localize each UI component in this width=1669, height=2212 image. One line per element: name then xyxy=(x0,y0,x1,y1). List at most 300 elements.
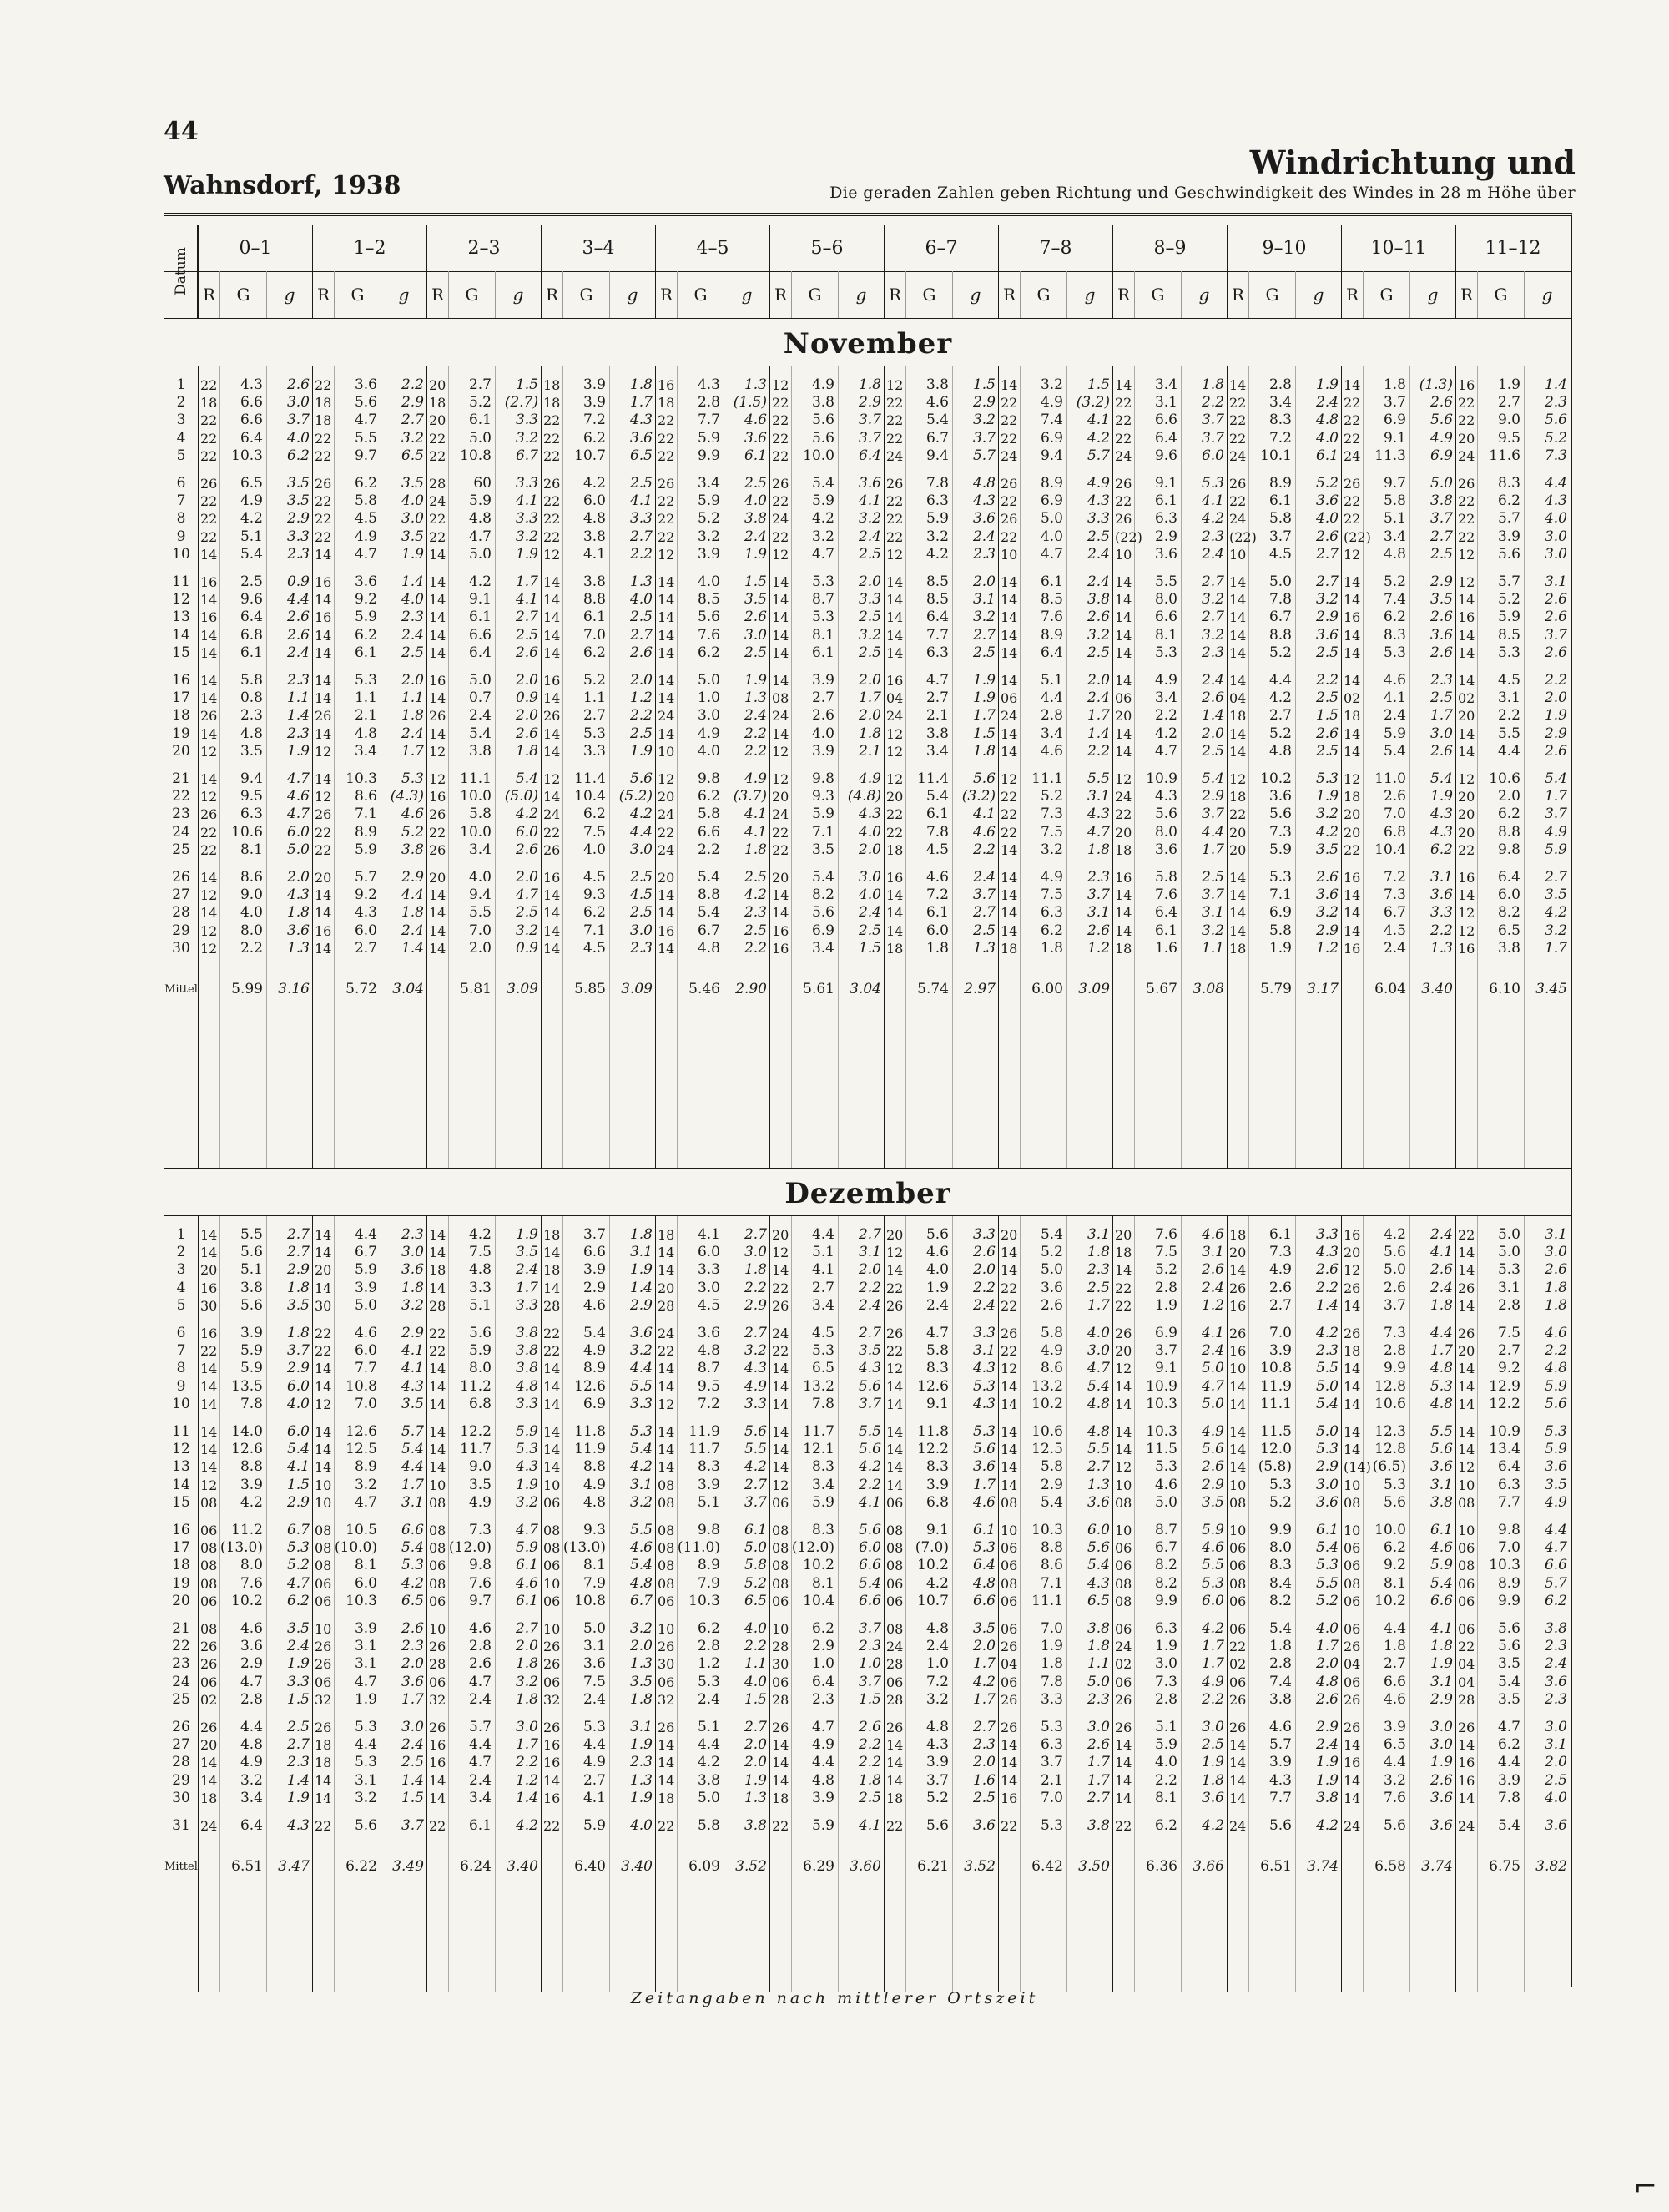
wind-speed-mean: 5.5 xyxy=(1087,770,1110,787)
wind-speed-max: 5.7 xyxy=(468,1719,492,1735)
sub-header-g-upper: G xyxy=(1248,271,1295,318)
wind-direction: 16 xyxy=(315,922,332,939)
wind-speed-max: (6.5) xyxy=(1372,1458,1406,1476)
wind-speed-max: 4.3 xyxy=(697,376,720,393)
wind-speed-mean: 6.7 xyxy=(629,1592,653,1609)
wind-speed-mean: 2.3 xyxy=(972,1736,996,1754)
wind-direction: 14 xyxy=(1458,627,1475,644)
wind-speed-mean: 2.7 xyxy=(744,1226,767,1243)
wind-speed-mean: 1.5 xyxy=(744,573,767,590)
wind-speed-max: 9.5 xyxy=(240,788,263,806)
wind-speed-mean: 2.6 xyxy=(286,626,310,644)
wind-direction: 04 xyxy=(886,690,904,707)
wind-speed-mean: 3.0 xyxy=(744,626,767,644)
wind-speed-mean: 5.0 xyxy=(1429,475,1453,492)
wind-speed-max: 6.2 xyxy=(1383,1539,1406,1557)
wind-direction: 12 xyxy=(772,1477,789,1493)
wind-speed-mean: 1.9 xyxy=(1429,1655,1453,1673)
wind-speed-max: 11.7 xyxy=(688,1441,720,1458)
wind-speed-mean: 4.5 xyxy=(629,886,653,904)
sub-header-g-lower: g xyxy=(381,271,426,318)
sub-header-r: R xyxy=(312,271,334,318)
wind-speed-max: 4.9 xyxy=(582,1476,606,1493)
wind-speed-mean: 4.7 xyxy=(515,1522,538,1538)
table-row xyxy=(164,1325,1570,1342)
wind-speed-mean: 3.1 xyxy=(972,1342,996,1360)
wind-speed-mean: 1.7 xyxy=(401,742,424,760)
wind-speed-mean: 3.2 xyxy=(858,626,881,644)
wind-speed-max: 6.2 xyxy=(697,788,720,806)
wind-speed-mean: 3.7 xyxy=(858,429,881,447)
wind-direction: 24 xyxy=(1229,447,1247,464)
wind-speed-mean: 2.5 xyxy=(1201,742,1224,760)
wind-speed-mean: 3.0 xyxy=(515,1719,538,1735)
wind-direction: 06 xyxy=(1229,1540,1247,1557)
wind-speed-mean: 1.9 xyxy=(286,1655,310,1673)
wind-speed-mean: 2.6 xyxy=(1429,394,1453,412)
wind-speed-max: 10.3 xyxy=(1146,1395,1177,1412)
wind-speed-mean: 3.6 xyxy=(1544,1458,1567,1476)
wind-speed-max: 10.9 xyxy=(1146,1377,1177,1395)
wind-speed-mean: 4.2 xyxy=(1544,904,1567,922)
wind-direction: 10 xyxy=(315,1494,332,1511)
wind-direction: 12 xyxy=(772,771,789,787)
wind-speed-max: 6.1 xyxy=(468,609,492,626)
wind-direction: 22 xyxy=(429,447,446,464)
wind-speed-max: 4.8 xyxy=(582,510,606,528)
wind-direction: 22 xyxy=(886,395,904,412)
wind-speed-max: 5.4 xyxy=(811,869,834,886)
wind-speed-max: 4.9 xyxy=(1040,869,1063,886)
wind-speed-mean: 2.9 xyxy=(744,1296,767,1314)
wind-direction: 22 xyxy=(1458,493,1475,510)
wind-speed-mean: 3.7 xyxy=(1201,806,1224,823)
wind-direction: 14 xyxy=(1115,1378,1132,1395)
wind-speed-max: 6.2 xyxy=(1040,922,1063,939)
wind-direction: 26 xyxy=(1115,476,1132,492)
wind-direction: 10 xyxy=(315,1621,332,1637)
wind-direction: 26 xyxy=(429,1639,446,1655)
wind-speed-mean: 1.7 xyxy=(1087,1754,1110,1771)
table-row xyxy=(164,1719,1570,1736)
wind-direction: 16 xyxy=(1344,1227,1361,1243)
wind-speed-max: 7.8 xyxy=(811,1395,834,1412)
wind-speed-max: 9.1 xyxy=(925,1395,949,1412)
wind-speed-max: 4.7 xyxy=(1040,545,1063,563)
wind-speed-mean: 2.9 xyxy=(1429,573,1453,590)
wind-speed-mean: 1.8 xyxy=(1087,1244,1110,1261)
wind-speed-max: 4.6 xyxy=(925,394,949,412)
wind-direction: 20 xyxy=(886,1227,904,1243)
wind-speed-mean: 1.3 xyxy=(1429,939,1453,957)
hour-header: 6–7 xyxy=(884,225,998,271)
wind-speed-max: 4.2 xyxy=(925,545,949,563)
wind-direction: 18 xyxy=(429,395,446,412)
wind-direction: 14 xyxy=(543,1280,561,1296)
sub-header-g-upper: G xyxy=(677,271,724,318)
wind-speed-mean: 5.6 xyxy=(744,1423,767,1440)
wind-speed-mean: 2.3 xyxy=(286,672,310,689)
wind-speed-mean: 1.9 xyxy=(1201,1754,1224,1771)
wind-speed-max: 5.3 xyxy=(811,573,834,590)
wind-direction: 14 xyxy=(658,690,675,707)
wind-direction: 14 xyxy=(658,644,675,661)
wind-speed-mean: 2.6 xyxy=(1429,644,1453,661)
wind-direction: 12 xyxy=(886,377,904,393)
table-row xyxy=(164,394,1570,412)
wind-direction: 14 xyxy=(886,1378,904,1395)
wind-speed-mean: 4.3 xyxy=(1087,492,1110,510)
sub-header-r: R xyxy=(884,271,905,318)
wind-direction: 22 xyxy=(886,528,904,545)
wind-speed-max: 6.3 xyxy=(1154,1620,1177,1637)
wind-speed-mean: 5.5 xyxy=(1429,1423,1453,1440)
wind-speed-max: 5.0 xyxy=(1040,1261,1063,1279)
wind-speed-max: 4.8 xyxy=(697,1342,720,1360)
wind-speed-mean: 3.1 xyxy=(1429,1673,1453,1690)
wind-speed-max: 6.3 xyxy=(925,492,949,510)
wind-speed-max: 4.9 xyxy=(240,492,263,510)
wind-direction: 14 xyxy=(1458,725,1475,742)
wind-speed-mean: 3.2 xyxy=(1315,806,1339,823)
wind-speed-mean: 2.3 xyxy=(1087,1261,1110,1279)
wind-speed-mean: 6.1 xyxy=(515,1592,538,1609)
wind-direction: 14 xyxy=(543,1459,561,1476)
wind-speed-max: 4.8 xyxy=(354,725,377,742)
wind-direction: 20 xyxy=(200,1737,218,1754)
wind-speed-max: 6.1 xyxy=(468,1817,492,1834)
wind-speed-mean: 3.0 xyxy=(286,394,310,412)
wind-speed-max: 2.4 xyxy=(1383,707,1406,725)
wind-direction: 30 xyxy=(772,1656,789,1673)
wind-speed-mean: 3.0 xyxy=(1429,725,1453,742)
wind-speed-max: 6.2 xyxy=(1383,609,1406,626)
wind-speed-mean: 4.2 xyxy=(401,1574,424,1592)
day-number: 2 xyxy=(176,1244,186,1261)
wind-speed-max: 3.9 xyxy=(925,1754,949,1771)
wind-speed-mean: 3.0 xyxy=(401,1244,424,1261)
wind-speed-mean: 1.8 xyxy=(1087,841,1110,858)
wind-speed-max: 5.4 xyxy=(1040,1226,1063,1243)
wind-speed-mean: 2.2 xyxy=(1315,1279,1339,1296)
wind-direction: 06 xyxy=(1001,1558,1018,1574)
wind-direction: 26 xyxy=(200,806,218,823)
wind-speed-mean: 2.2 xyxy=(1087,742,1110,760)
wind-direction: 22 xyxy=(1229,493,1247,510)
wind-direction: 14 xyxy=(1458,644,1475,661)
wind-direction: 18 xyxy=(886,1790,904,1806)
wind-direction: 14 xyxy=(200,1424,218,1440)
wind-speed-mean: 2.3 xyxy=(629,1754,653,1771)
wind-speed-mean: 4.9 xyxy=(1544,1493,1567,1511)
wind-speed-max: 6.7 xyxy=(1268,609,1292,626)
wind-speed-mean: 1.7 xyxy=(515,573,538,590)
wind-direction: 26 xyxy=(1344,1326,1361,1341)
wind-speed-max: 5.1 xyxy=(1383,510,1406,528)
wind-direction: 08 xyxy=(772,1575,789,1592)
wind-direction: 14 xyxy=(200,1442,218,1458)
wind-direction: 14 xyxy=(315,1442,332,1458)
mittel-speed-max: 6.40 xyxy=(574,1858,606,1876)
wind-speed-mean: 4.0 xyxy=(744,492,767,510)
wind-speed-max: 1.8 xyxy=(1383,376,1406,393)
wind-speed-mean: 1.7 xyxy=(1087,1771,1110,1789)
wind-speed-max: 9.3 xyxy=(582,886,606,904)
wind-speed-max: 5.7 xyxy=(354,869,377,886)
wind-direction: 12 xyxy=(772,546,789,563)
wind-direction: 14 xyxy=(886,1262,904,1279)
wind-speed-mean: 4.8 xyxy=(1315,412,1339,429)
wind-speed-max: 6.5 xyxy=(1497,922,1520,939)
wind-speed-max: 5.3 xyxy=(1154,644,1177,661)
wind-speed-max: 6.8 xyxy=(468,1395,492,1412)
wind-direction: 24 xyxy=(1344,447,1361,464)
wind-speed-mean: 6.4 xyxy=(858,447,881,464)
wind-speed-max: 11.1 xyxy=(1031,770,1063,787)
wind-speed-mean: 3.7 xyxy=(1201,429,1224,447)
wind-direction: 14 xyxy=(772,1424,789,1440)
wind-speed-mean: 1.2 xyxy=(629,689,653,707)
wind-speed-mean: 5.3 xyxy=(401,770,424,787)
wind-speed-mean: 4.3 xyxy=(286,1817,310,1834)
wind-direction: 26 xyxy=(543,1720,561,1735)
mittel-speed-mean: 3.49 xyxy=(392,1858,424,1876)
wind-speed-mean: 2.9 xyxy=(1315,609,1339,626)
wind-direction: 18 xyxy=(543,377,561,393)
wind-speed-mean: 3.6 xyxy=(1544,1673,1567,1690)
wind-speed-mean: 3.8 xyxy=(744,510,767,528)
wind-direction: 20 xyxy=(1229,1245,1247,1261)
wind-direction: 12 xyxy=(200,887,218,904)
wind-direction: 06 xyxy=(543,1674,561,1690)
wind-direction: 08 xyxy=(658,1540,675,1557)
wind-speed-mean: 3.8 xyxy=(515,1360,538,1377)
wind-speed-mean: 2.3 xyxy=(401,1226,424,1243)
wind-direction: 14 xyxy=(886,1442,904,1458)
wind-speed-mean: 2.9 xyxy=(286,510,310,528)
wind-speed-max: 3.9 xyxy=(1383,1719,1406,1735)
wind-direction: 16 xyxy=(543,1737,561,1754)
wind-speed-mean: 2.6 xyxy=(1315,725,1339,742)
wind-speed-max: 60 xyxy=(473,475,492,492)
wind-speed-max: 13.2 xyxy=(803,1377,834,1395)
wind-speed-mean: 3.5 xyxy=(629,1673,653,1690)
wind-speed-max: 3.4 xyxy=(468,841,492,858)
wind-speed-mean: 6.0 xyxy=(1201,1592,1224,1609)
wind-speed-mean: 4.1 xyxy=(858,1817,881,1834)
wind-speed-mean: 4.0 xyxy=(629,1817,653,1834)
wind-speed-max: 5.0 xyxy=(1497,1244,1520,1261)
wind-speed-max: 2.7 xyxy=(1497,1342,1520,1360)
wind-speed-mean: 4.7 xyxy=(286,1574,310,1592)
wind-speed-mean: 2.2 xyxy=(629,545,653,563)
wind-speed-mean: 2.4 xyxy=(972,528,996,545)
wind-direction: 08 xyxy=(658,1477,675,1493)
wind-speed-mean: 4.0 xyxy=(1315,1620,1339,1637)
wind-direction: 18 xyxy=(1115,940,1132,957)
wind-direction: 22 xyxy=(543,412,561,429)
wind-speed-mean: 6.7 xyxy=(515,447,538,464)
wind-speed-max: 8.3 xyxy=(811,1458,834,1476)
wind-speed-max: 1.1 xyxy=(582,689,606,707)
wind-direction: 04 xyxy=(1458,1674,1475,1690)
wind-direction: 08 xyxy=(200,1621,218,1637)
wind-speed-mean: 1.9 xyxy=(1429,1754,1453,1771)
wind-speed-mean: 4.9 xyxy=(1201,1673,1224,1690)
wind-direction: 10 xyxy=(1115,546,1132,563)
wind-speed-max: 2.9 xyxy=(582,1279,606,1296)
wind-direction: 08 xyxy=(772,690,789,707)
wind-speed-mean: 3.3 xyxy=(1429,904,1453,922)
wind-speed-max: 3.1 xyxy=(1497,1279,1520,1296)
wind-speed-mean: 3.2 xyxy=(401,429,424,447)
wind-speed-mean: 2.6 xyxy=(1429,1261,1453,1279)
wind-speed-mean: 4.4 xyxy=(1201,823,1224,841)
wind-speed-mean: 5.4 xyxy=(515,770,538,787)
wind-direction: 16 xyxy=(1458,609,1475,626)
wind-speed-mean: 6.0 xyxy=(286,1377,310,1395)
wind-speed-mean: 2.7 xyxy=(858,1226,881,1243)
sub-header-g-lower: g xyxy=(1066,271,1112,318)
wind-direction: 26 xyxy=(1458,1326,1475,1341)
table-row xyxy=(164,1736,1570,1754)
wind-speed-max: 4.3 xyxy=(354,904,377,922)
wind-speed-mean: 4.9 xyxy=(1544,823,1567,841)
wind-speed-mean: 4.2 xyxy=(1201,1817,1224,1834)
wind-direction: 14 xyxy=(886,644,904,661)
wind-direction: 10 xyxy=(772,1621,789,1637)
wind-speed-mean: 3.3 xyxy=(515,475,538,492)
wind-direction: 14 xyxy=(429,690,446,707)
wind-speed-mean: 3.6 xyxy=(972,1458,996,1476)
wind-speed-mean: 3.7 xyxy=(401,1817,424,1834)
wind-speed-max: 7.6 xyxy=(697,626,720,644)
wind-direction: 18 xyxy=(1001,940,1018,957)
mittel-speed-max: 6.22 xyxy=(345,1858,377,1876)
wind-speed-max: 11.2 xyxy=(231,1522,263,1538)
wind-speed-max: 2.6 xyxy=(811,707,834,725)
wind-direction: 22 xyxy=(315,377,332,393)
wind-speed-mean: 2.2 xyxy=(858,1754,881,1771)
wind-speed-max: 10.6 xyxy=(231,823,263,841)
wind-speed-max: 13.2 xyxy=(1031,1377,1063,1395)
wind-direction: 20 xyxy=(658,1280,675,1296)
wind-direction: 18 xyxy=(315,1737,332,1754)
wind-speed-max: 3.9 xyxy=(354,1279,377,1296)
wind-speed-max: 8.3 xyxy=(1268,1557,1292,1574)
wind-speed-mean: 5.5 xyxy=(858,1423,881,1440)
wind-speed-max: 5.9 xyxy=(240,1342,263,1360)
wind-speed-mean: 2.3 xyxy=(744,904,767,922)
wind-speed-mean: 3.3 xyxy=(744,1395,767,1412)
wind-direction: 22 xyxy=(315,430,332,447)
wind-speed-mean: 5.5 xyxy=(629,1522,653,1538)
wind-speed-mean: 4.3 xyxy=(629,412,653,429)
wind-speed-mean: 3.3 xyxy=(858,591,881,609)
wind-speed-max: 5.1 xyxy=(697,1719,720,1735)
wind-direction: 20 xyxy=(315,1262,332,1279)
wind-speed-max: 5.6 xyxy=(1383,1244,1406,1261)
wind-speed-max: 3.6 xyxy=(1268,788,1292,806)
wind-speed-mean: 1.8 xyxy=(629,376,653,393)
wind-direction: 14 xyxy=(429,887,446,904)
wind-direction: 32 xyxy=(658,1691,675,1708)
wind-direction: 14 xyxy=(1458,592,1475,609)
wind-speed-max: 4.7 xyxy=(354,412,377,429)
wind-direction: 22 xyxy=(886,824,904,841)
wind-speed-max: 4.7 xyxy=(354,1673,377,1690)
wind-speed-max: 7.6 xyxy=(1383,1789,1406,1806)
wind-direction: 14 xyxy=(429,574,446,590)
wind-speed-mean: 1.7 xyxy=(972,1655,996,1673)
wind-speed-max: 3.9 xyxy=(1268,1342,1292,1360)
wind-speed-mean: 1.8 xyxy=(286,904,310,922)
wind-speed-max: 6.0 xyxy=(925,922,949,939)
wind-speed-mean: 1.8 xyxy=(1429,1638,1453,1655)
wind-direction: 06 xyxy=(1115,1558,1132,1574)
wind-speed-mean: 4.0 xyxy=(744,1673,767,1690)
wind-speed-mean: 6.0 xyxy=(286,1423,310,1440)
wind-direction: 16 xyxy=(200,1280,218,1296)
wind-speed-max: 4.5 xyxy=(811,1325,834,1341)
wind-direction: 14 xyxy=(772,887,789,904)
wind-direction: 14 xyxy=(772,673,789,689)
wind-speed-mean: 2.9 xyxy=(401,869,424,886)
wind-speed-max: 5.9 xyxy=(354,609,377,626)
wind-speed-max: 6.4 xyxy=(811,1673,834,1690)
wind-direction: 08 xyxy=(200,1558,218,1574)
wind-speed-mean: 1.9 xyxy=(515,1226,538,1243)
wind-speed-max: 9.3 xyxy=(811,788,834,806)
wind-direction: 14 xyxy=(315,690,332,707)
wind-speed-mean: 4.6 xyxy=(286,788,310,806)
wind-speed-mean: 2.5 xyxy=(1315,644,1339,661)
wind-speed-max: 4.8 xyxy=(468,510,492,528)
wind-direction: 16 xyxy=(315,574,332,590)
wind-speed-mean: 5.7 xyxy=(401,1423,424,1440)
wind-direction: 14 xyxy=(1001,377,1018,393)
wind-speed-max: 2.1 xyxy=(925,707,949,725)
wind-direction: 08 xyxy=(1458,1558,1475,1574)
wind-speed-max: 7.8 xyxy=(1497,1789,1520,1806)
wind-direction: 06 xyxy=(315,1593,332,1609)
wind-direction: 28 xyxy=(543,1297,561,1314)
wind-speed-max: 7.8 xyxy=(1040,1673,1063,1690)
wind-speed-mean: 1.7 xyxy=(1201,1638,1224,1655)
wind-speed-max: 5.4 xyxy=(1497,1817,1520,1834)
day-number: 31 xyxy=(172,1817,190,1834)
wind-speed-max: 5.2 xyxy=(1383,573,1406,590)
wind-speed-max: 5.9 xyxy=(468,492,492,510)
wind-speed-mean: 5.5 xyxy=(744,1441,767,1458)
wind-direction: 24 xyxy=(772,1326,789,1341)
day-number: 25 xyxy=(172,841,190,858)
wind-speed-mean: 1.4 xyxy=(1544,376,1567,393)
wind-speed-mean: 2.9 xyxy=(401,1325,424,1341)
wind-speed-mean: 1.9 xyxy=(286,742,310,760)
wind-direction: 14 xyxy=(429,1280,446,1296)
wind-speed-mean: 1.4 xyxy=(286,1771,310,1789)
wind-table xyxy=(164,213,1572,1987)
wind-direction: 08 xyxy=(1229,1494,1247,1511)
wind-speed-max: 5.9 xyxy=(1154,1736,1177,1754)
wind-direction: 22 xyxy=(1115,1280,1132,1296)
wind-direction: 14 xyxy=(315,546,332,563)
day-number: 9 xyxy=(176,528,186,545)
wind-speed-max: 5.8 xyxy=(1383,492,1406,510)
wind-speed-mean: 4.3 xyxy=(858,806,881,823)
wind-speed-max: 4.4 xyxy=(354,1736,377,1754)
